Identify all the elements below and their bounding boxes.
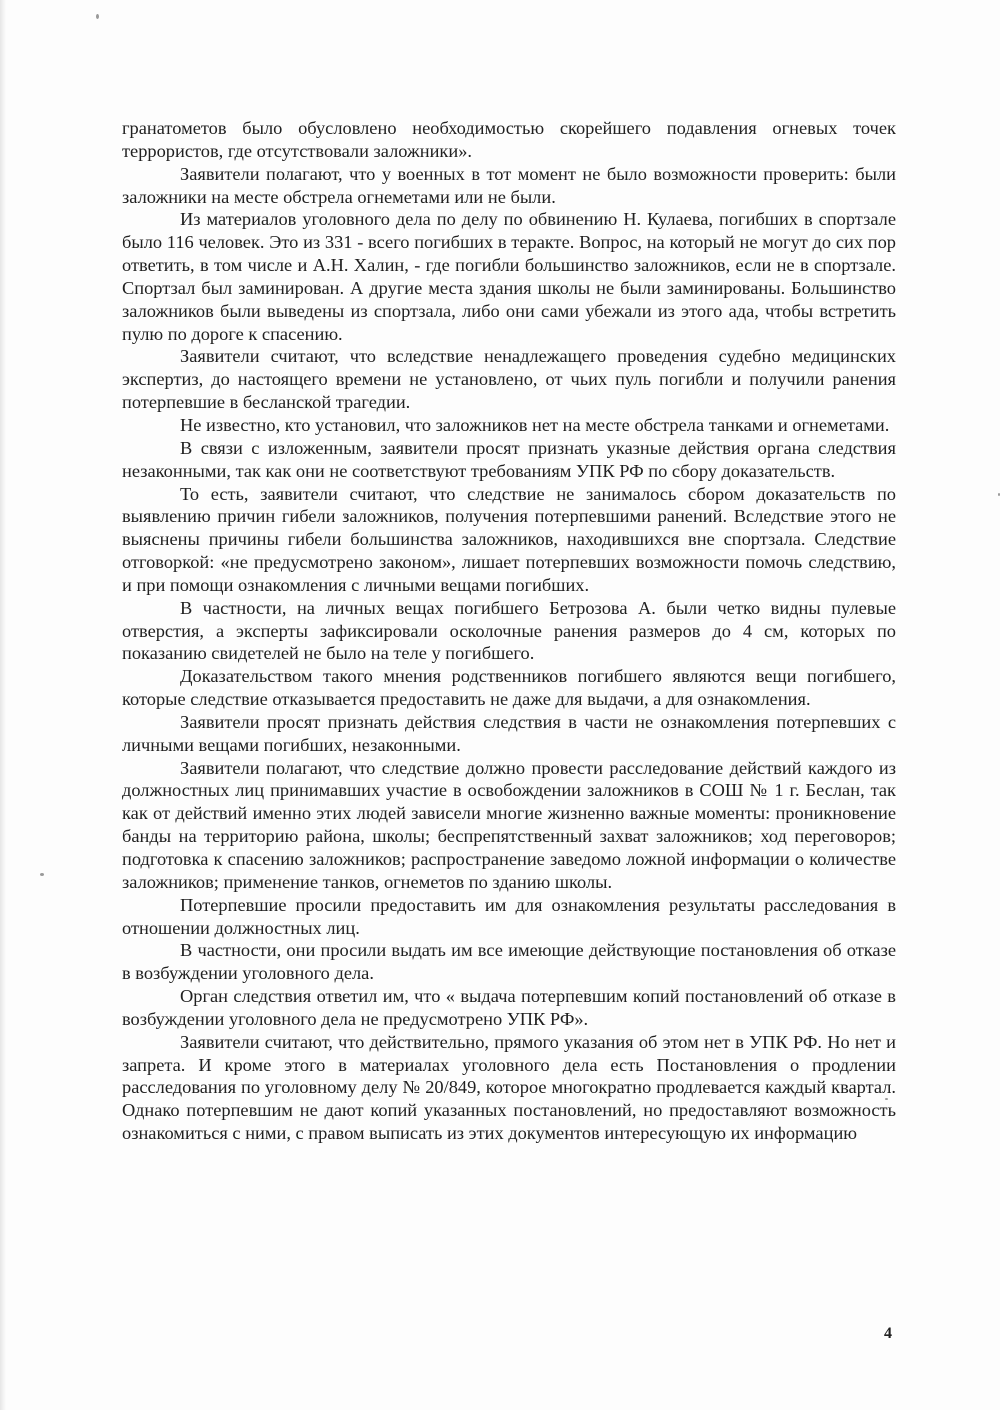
scan-speck xyxy=(40,873,44,876)
paragraph: Из материалов уголовного дела по делу по обвинению Н. Кулаева, погибших в спортзале было 116 человек. Это из 331 - всего погибших в теракте. Вопрос, на который не могут до сих пор ответить, в том числе и А.Н. Халин, - где погибли большинство заложников, если не в спортзале. Спортзал был заминирован. А другие места здания школы не были заминированы. Большинство заложников были выведены из спортзала, либо они сами убежали из этого ада, чтобы встретить пулю по дороге к спасению. xyxy=(122,209,896,344)
paragraph: Потерпевшие просили предоставить им для ознакомления результаты расследования в отношении должностных лиц. xyxy=(122,894,896,938)
document-body xyxy=(122,117,896,1145)
paragraph: Доказательством такого мнения родственников погибшего являются вещи погибшего, которые следствие отказывается предоставить не даже для выдачи, а для ознакомления. xyxy=(122,666,896,710)
paragraph: Заявители просят признать действия следствия в части не ознакомления потерпевших с личными вещами погибших, незаконными. xyxy=(122,711,896,755)
paragraph: Заявители полагают, что следствие должно провести расследование действий каждого из должностных лиц принимавших участие в освобождении заложников в СОШ № 1 г. Беслан, так как от действий именно этих людей зависели многие жизненно важные моменты: проникновение банды на территорию района, школы; беспрепятственный захват заложников; ход переговоров; подготовка к спасению заложников; распространение заведомо ложной информации о количестве заложников; применение танков, огнеметов по зданию школы. xyxy=(122,757,896,892)
page-number: 4 xyxy=(884,1325,892,1342)
paragraph: Заявители считают, что действительно, прямого указания об этом нет в УПК РФ. Но нет и запрета. И кроме этого в материалах уголовного дела есть Постановления о продлении расследования по уголовному делу № 20/849, которое многократно продлевается каждый квартал. Однако потерпевшим не дают копий указанных постановлений, но предоставляют возможность ознакомиться с ними, с правом выписать из этих документов интересующую их информацию xyxy=(122,1031,896,1144)
paragraph: В частности, на личных вещах погибшего Бетрозова А. были четко видны пулевые отверстия, а эксперты зафиксировали осколочные ранения размеров до 4 см, которых по показанию свидетелей не было на теле у погибшего. xyxy=(122,597,896,664)
paragraph: В частности, они просили выдать им все имеющие действующие постановления об отказе в возбуждении уголовного дела. xyxy=(122,940,896,984)
paragraph: гранатометов было обусловлено необходимостью скорейшего подавления огневых точек террористов, где отсутствовали заложники». xyxy=(122,118,896,161)
paragraph: То есть, заявители считают, что следствие не занималось сбором доказательств по выявлению причин гибели заложников, получения потерпевшими ранений. Вследствие этого не выяснены причины гибели большинства заложников, находившихся вне спортзала. Следствие отговоркой: «не предусмотрено законом», лишает потерпевших возможности помочь следствию, и при помощи ознакомления с личными вещами погибших. xyxy=(122,483,896,595)
paragraph: Заявители полагают, что у военных в тот момент не было возможности проверить: были заложники на месте обстрела огнеметами или не были. xyxy=(122,163,896,207)
paragraph: В связи с изложенным, заявители просят признать указные действия органа следствия незаконными, так как они не соответствуют требованиям УПК РФ по сбору доказательств. xyxy=(122,437,896,481)
paragraph: Заявители считают, что вследствие ненадлежащего проведения судебно медицинских экспертиз, до настоящего времени не установлено, от чьих пуль погибли и получили ранения потерпевшие в бесланской трагедии. xyxy=(122,346,896,413)
scan-speck xyxy=(96,14,99,19)
paragraph: Не известно, кто установил, что заложников нет на месте обстрела танками и огнеметами. xyxy=(180,414,890,435)
paragraph: Орган следствия ответил им, что « выдача потерпевшим копий постановлений об отказе в возбуждении уголовного дела не предусмотрено УПК РФ». xyxy=(122,986,896,1029)
scan-edge-shadow xyxy=(0,0,6,1410)
